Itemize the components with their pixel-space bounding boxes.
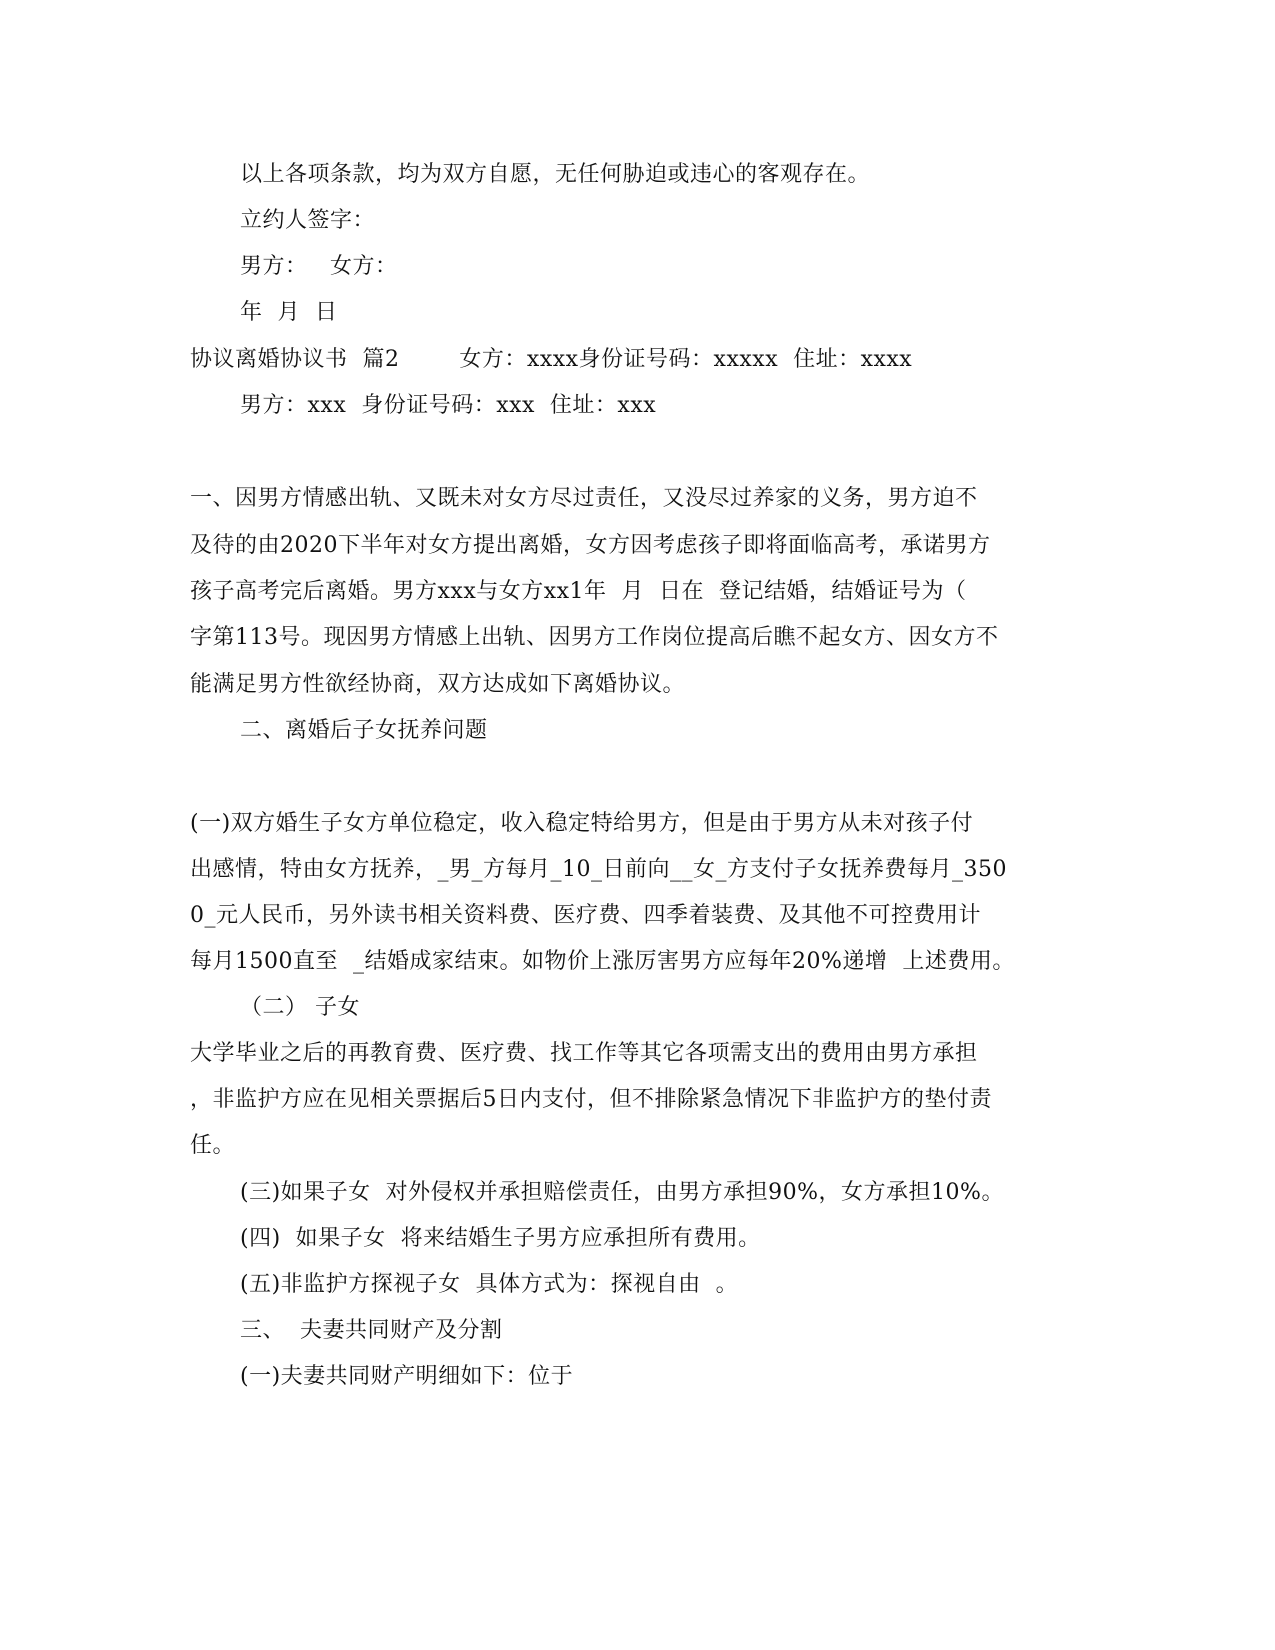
paragraph-line: 大学毕业之后的再教育费、医疗费、找工作等其它各项需支出的费用由男方承担 <box>190 1041 978 1066</box>
paragraph-line: 一、因男方情感出轨、又既未对女方尽过责任，又没尽过养家的义务，男方迫不 <box>190 486 978 511</box>
paragraph-line: (四) 如果子女 将来结婚生子男方应承担所有费用。 <box>240 1226 761 1251</box>
text-line: 男方：xxx 身份证号码：xxx 住址：xxx <box>240 393 657 418</box>
paragraph-line: 0_元人民币，另外读书相关资料费、医疗费、四季着装费、及其他不可控费用计 <box>190 903 981 928</box>
paragraph-line: (一)夫妻共同财产明细如下：位于 <box>240 1364 574 1389</box>
text-line: 男方： 女方： <box>240 254 398 279</box>
section-heading: 二、离婚后子女抚养问题 <box>240 718 488 743</box>
paragraph-line: (三)如果子女 对外侵权并承担赔偿责任，由男方承担90%，女方承担10%。 <box>240 1180 1004 1205</box>
paragraph-line: 及待的由2020下半年对女方提出离婚，女方因考虑孩子即将面临高考，承诺男方 <box>190 533 991 558</box>
section-heading: 三、 夫妻共同财产及分割 <box>240 1318 503 1343</box>
paragraph-line: 每月1500直至 _结婚成家结束。如物价上涨厉害男方应每年20%递增 上述费用。 <box>190 949 1015 974</box>
section-title: 协议离婚协议书 篇2 女方：xxxx身份证号码：xxxxx 住址：xxxx <box>190 347 913 372</box>
paragraph-line: 任。 <box>190 1133 236 1158</box>
paragraph-line: 孩子高考完后离婚。男方xxx与女方xx1年 月 日在 登记结婚，结婚证号为（ <box>190 579 967 604</box>
paragraph-line: 字第113号。现因男方情感上出轨、因男方工作岗位提高后瞧不起女方、因女方不 <box>190 625 999 650</box>
paragraph-line: 出感情，特由女方抚养，_男_方每月_10_日前向__女_方支付子女抚养费每月_350 <box>190 857 1007 882</box>
text-line: 立约人签字： <box>240 208 376 233</box>
subsection-heading: （二） 子女 <box>240 995 360 1020</box>
paragraph-line: (一)双方婚生子女方单位稳定，收入稳定特给男方，但是由于男方从未对孩子付 <box>190 811 974 836</box>
paragraph-line: ，非监护方应在见相关票据后5日内支付，但不排除紧急情况下非监护方的垫付责 <box>190 1087 992 1112</box>
paragraph-line: 能满足男方性欲经协商，双方达成如下离婚协议。 <box>190 672 686 697</box>
paragraph-line: (五)非监护方探视子女 具体方式为：探视自由 。 <box>240 1272 739 1297</box>
text-line: 年 月 日 <box>240 300 338 325</box>
text-line: 以上各项条款，均为双方自愿，无任何胁迫或违心的客观存在。 <box>240 162 871 187</box>
